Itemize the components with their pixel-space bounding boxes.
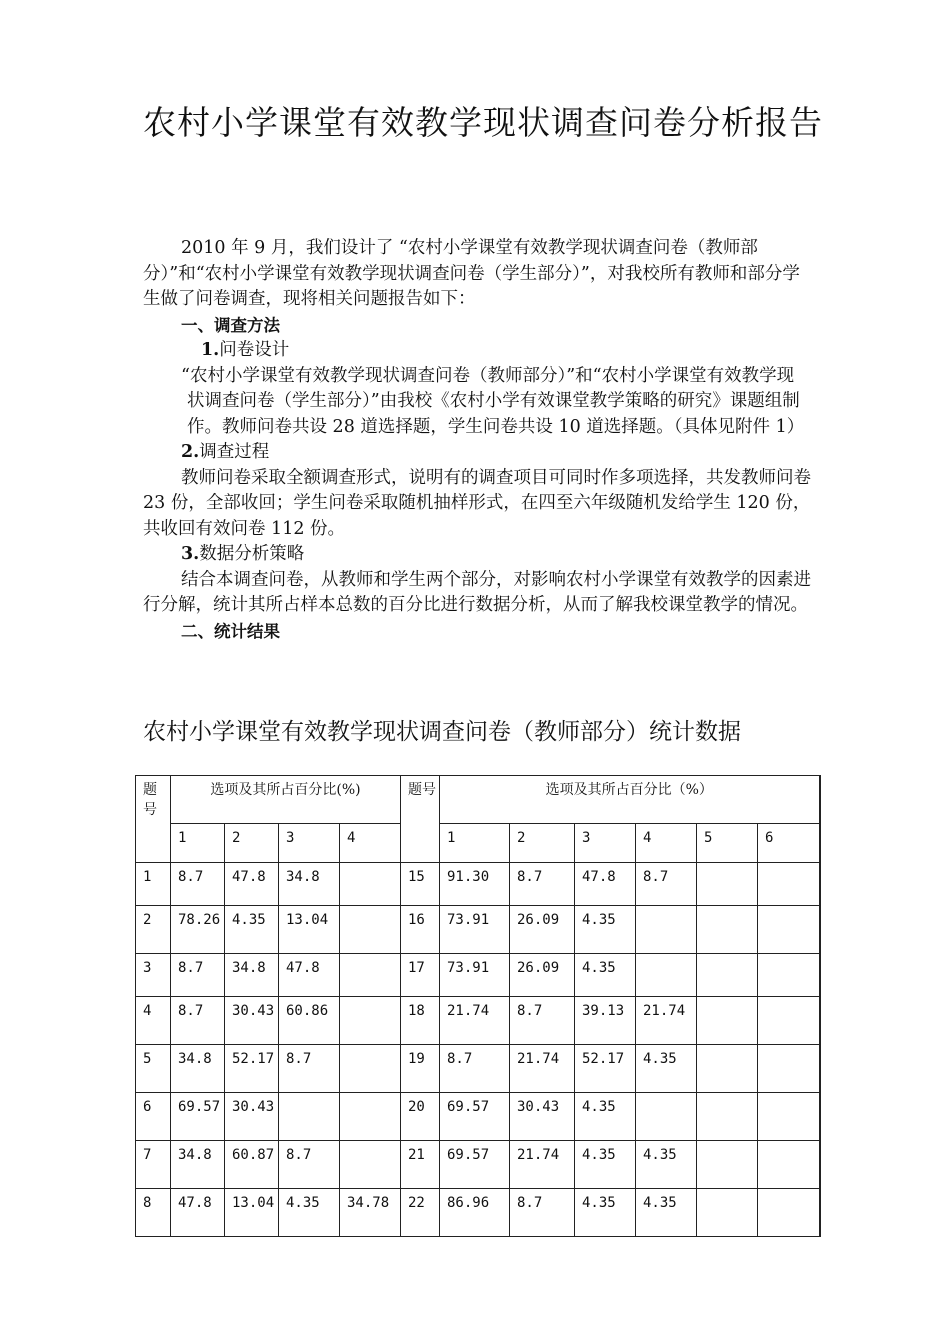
percent-cell bbox=[697, 863, 758, 906]
percent-cell: 69.57 bbox=[440, 1093, 510, 1141]
percent-cell bbox=[697, 1093, 758, 1141]
percent-cell: 30.43 bbox=[225, 1093, 279, 1141]
table-row bbox=[136, 997, 820, 1045]
percent-cell bbox=[279, 1093, 340, 1141]
table-row bbox=[136, 863, 820, 906]
question-number-right: 17 bbox=[401, 954, 440, 997]
percent-cell bbox=[340, 906, 401, 954]
percent-cell: 8.7 bbox=[279, 1045, 340, 1093]
percent-cell: 34.78 bbox=[340, 1189, 401, 1237]
percent-cell bbox=[697, 906, 758, 954]
percent-cell bbox=[340, 1141, 401, 1189]
percent-cell: 13.04 bbox=[279, 906, 340, 954]
item1-paragraph: “农村小学课堂有效教学现状调查问卷（教师部分）”和“农村小学课堂有效教学现状调查问卷（学生部分）”由我校《农村小学有效课堂教学策略的研究》课题组制作。教师问卷共设 28 道选择题，学生问卷共设 10 道选择题。（具体见附件 1） bbox=[181, 365, 805, 437]
percent-cell: 47.8 bbox=[279, 954, 340, 997]
percent-cell: 26.09 bbox=[510, 954, 575, 997]
option-header: 2 bbox=[225, 824, 279, 863]
percent-cell: 47.8 bbox=[225, 863, 279, 906]
percent-cell bbox=[340, 997, 401, 1045]
percent-cell: 4.35 bbox=[636, 1141, 697, 1189]
question-number-left: 3 bbox=[136, 954, 171, 997]
percent-cell: 13.04 bbox=[225, 1189, 279, 1237]
question-number-right: 15 bbox=[401, 863, 440, 906]
percent-cell: 52.17 bbox=[225, 1045, 279, 1093]
item2-label: 调查过程 bbox=[199, 442, 270, 462]
item2-number: 2. bbox=[181, 442, 200, 462]
percent-cell bbox=[340, 863, 401, 906]
percent-cell bbox=[758, 906, 820, 954]
percent-cell: 78.26 bbox=[171, 906, 225, 954]
section1-item1-heading bbox=[143, 338, 811, 364]
option-header: 3 bbox=[575, 824, 636, 863]
percent-cell: 60.86 bbox=[279, 997, 340, 1045]
section2-heading: 二、统计结果 bbox=[181, 621, 280, 641]
item3-number: 3. bbox=[181, 544, 200, 564]
percent-cell: 8.7 bbox=[510, 863, 575, 906]
item3-paragraph: 结合本调查问卷，从教师和学生两个部分，对影响农村小学课堂有效教学的因素进行分解，统计其所占样本总数的百分比进行数据分析，从而了解我校课堂教学的情况。 bbox=[143, 569, 811, 615]
table-row bbox=[136, 1141, 820, 1189]
percent-cell bbox=[340, 954, 401, 997]
percent-cell bbox=[636, 906, 697, 954]
question-number-right: 20 bbox=[401, 1093, 440, 1141]
percent-cell: 86.96 bbox=[440, 1189, 510, 1237]
percent-cell bbox=[758, 1141, 820, 1189]
report-title: 农村小学课堂有效教学现状调查问卷分析报告 bbox=[143, 103, 823, 142]
options-header-right: 选项及其所占百分比（%） bbox=[440, 776, 820, 824]
question-number-left: 7 bbox=[136, 1141, 171, 1189]
percent-cell: 34.8 bbox=[171, 1045, 225, 1093]
percent-cell bbox=[636, 1093, 697, 1141]
percent-cell: 34.8 bbox=[279, 863, 340, 906]
percent-cell: 34.8 bbox=[171, 1141, 225, 1189]
table-row bbox=[136, 1045, 820, 1093]
percent-cell: 4.35 bbox=[225, 906, 279, 954]
percent-cell: 8.7 bbox=[171, 997, 225, 1045]
percent-cell bbox=[758, 863, 820, 906]
question-number-right: 22 bbox=[401, 1189, 440, 1237]
report-body bbox=[143, 236, 811, 644]
section1-heading: 一、调查方法 bbox=[181, 315, 280, 335]
percent-cell: 8.7 bbox=[510, 997, 575, 1045]
question-number-right: 18 bbox=[401, 997, 440, 1045]
percent-cell: 52.17 bbox=[575, 1045, 636, 1093]
percent-cell bbox=[636, 954, 697, 997]
percent-cell: 4.35 bbox=[636, 1045, 697, 1093]
table-row bbox=[136, 1093, 820, 1141]
percent-cell bbox=[697, 1141, 758, 1189]
percent-cell bbox=[697, 997, 758, 1045]
percent-cell bbox=[758, 1093, 820, 1141]
section1-item3-heading bbox=[143, 542, 811, 568]
percent-cell: 73.91 bbox=[440, 906, 510, 954]
percent-cell: 69.57 bbox=[440, 1141, 510, 1189]
item1-number: 1. bbox=[201, 340, 220, 360]
percent-cell: 8.7 bbox=[440, 1045, 510, 1093]
percent-cell: 8.7 bbox=[636, 863, 697, 906]
question-number-left: 8 bbox=[136, 1189, 171, 1237]
option-header: 4 bbox=[636, 824, 697, 863]
option-header: 2 bbox=[510, 824, 575, 863]
question-number-header-right: 题号 bbox=[401, 776, 440, 863]
item3-label: 数据分析策略 bbox=[199, 544, 305, 564]
percent-cell bbox=[697, 954, 758, 997]
table-row bbox=[136, 906, 820, 954]
percent-cell: 21.74 bbox=[440, 997, 510, 1045]
question-number-right: 21 bbox=[401, 1141, 440, 1189]
question-number-right: 19 bbox=[401, 1045, 440, 1093]
percent-cell bbox=[758, 1045, 820, 1093]
option-header: 1 bbox=[440, 824, 510, 863]
option-header: 1 bbox=[171, 824, 225, 863]
table-header-row bbox=[136, 776, 820, 824]
percent-cell: 30.43 bbox=[510, 1093, 575, 1141]
option-header: 6 bbox=[758, 824, 820, 863]
percent-cell bbox=[697, 1189, 758, 1237]
percent-cell: 8.7 bbox=[171, 954, 225, 997]
percent-cell: 34.8 bbox=[225, 954, 279, 997]
percent-cell: 21.74 bbox=[510, 1045, 575, 1093]
section1-item2-heading bbox=[143, 440, 811, 466]
percent-cell bbox=[758, 997, 820, 1045]
option-header: 3 bbox=[279, 824, 340, 863]
question-number-header-left: 题号 bbox=[136, 776, 171, 863]
percent-cell: 60.87 bbox=[225, 1141, 279, 1189]
item1-label: 问卷设计 bbox=[219, 340, 290, 360]
percent-cell: 69.57 bbox=[171, 1093, 225, 1141]
question-number-left: 6 bbox=[136, 1093, 171, 1141]
percent-cell: 47.8 bbox=[171, 1189, 225, 1237]
question-number-right: 16 bbox=[401, 906, 440, 954]
question-number-left: 5 bbox=[136, 1045, 171, 1093]
percent-cell: 39.13 bbox=[575, 997, 636, 1045]
percent-cell: 47.8 bbox=[575, 863, 636, 906]
percent-cell: 4.35 bbox=[279, 1189, 340, 1237]
table-row bbox=[136, 1189, 820, 1237]
question-number-left: 1 bbox=[136, 863, 171, 906]
percent-cell: 4.35 bbox=[575, 954, 636, 997]
option-header: 5 bbox=[697, 824, 758, 863]
percent-cell: 21.74 bbox=[636, 997, 697, 1045]
percent-cell bbox=[758, 1189, 820, 1237]
percent-cell: 4.35 bbox=[575, 1189, 636, 1237]
percent-cell: 91.30 bbox=[440, 863, 510, 906]
percent-cell: 8.7 bbox=[510, 1189, 575, 1237]
statistics-table bbox=[135, 775, 821, 1237]
item2-paragraph: 教师问卷采取全额调查形式，说明有的调查项目可同时作多项选择，共发教师问卷 23 份，全部收回；学生问卷采取随机抽样形式，在四至六年级随机发给学生 120 份，共收回有效问卷 112 份。 bbox=[143, 467, 811, 539]
option-header: 4 bbox=[340, 824, 401, 863]
percent-cell: 73.91 bbox=[440, 954, 510, 997]
percent-cell: 26.09 bbox=[510, 906, 575, 954]
percent-cell: 4.35 bbox=[575, 1141, 636, 1189]
question-number-left: 2 bbox=[136, 906, 171, 954]
table-row bbox=[136, 954, 820, 997]
table-title: 农村小学课堂有效教学现状调查问卷（教师部分）统计数据 bbox=[143, 719, 741, 745]
intro-paragraph: 2010 年 9 月，我们设计了 “农村小学课堂有效教学现状调查问卷（教师部分）”和“农村小学课堂有效教学现状调查问卷（学生部分）”，对我校所有教师和部分学生做了问卷调查，现将相关问题报告如下： bbox=[143, 238, 800, 309]
percent-cell: 4.35 bbox=[636, 1189, 697, 1237]
percent-cell bbox=[340, 1045, 401, 1093]
percent-cell bbox=[758, 954, 820, 997]
percent-cell: 4.35 bbox=[575, 1093, 636, 1141]
percent-cell: 8.7 bbox=[279, 1141, 340, 1189]
question-number-left: 4 bbox=[136, 997, 171, 1045]
percent-cell: 30.43 bbox=[225, 997, 279, 1045]
percent-cell: 4.35 bbox=[575, 906, 636, 954]
percent-cell: 8.7 bbox=[171, 863, 225, 906]
options-header-left: 选项及其所占百分比(%) bbox=[171, 776, 401, 824]
percent-cell bbox=[340, 1093, 401, 1141]
percent-cell bbox=[697, 1045, 758, 1093]
percent-cell: 21.74 bbox=[510, 1141, 575, 1189]
table-option-row bbox=[136, 824, 820, 863]
